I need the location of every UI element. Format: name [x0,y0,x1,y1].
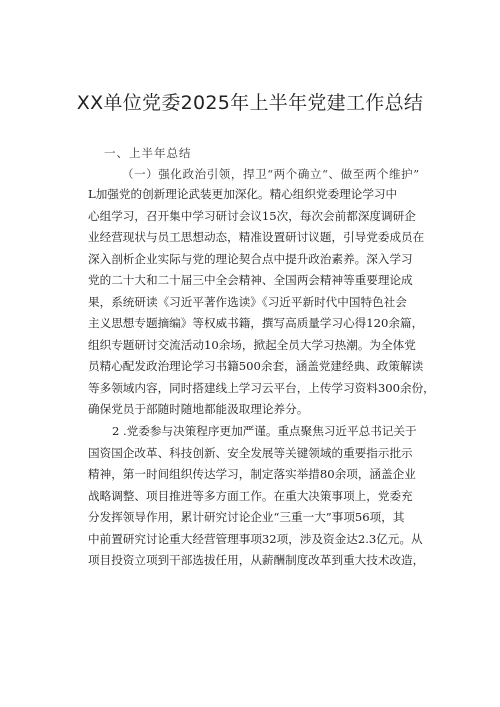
body-line: 等多领域内容，同时搭建线上学习云平台，上传学习资料300余份， [88,380,435,395]
body-line: 项目投资立项到干部选拔任用，从薪酬制度改革到重大技术改造， [88,553,425,568]
body-line: 主义思想专题摘编》等权威书籍，撰写高质量学习心得120余篇， [88,316,424,331]
body-line: 组织专题研讨交流活动10余场，掀起全员大学习热潮。为全体党 [88,337,416,352]
body-line: 国资国企改革、科技创新、安全发展等关键领域的重要指示批示 [88,445,413,460]
section-heading: 一、上半年总结 [104,146,192,160]
body-line: 员精心配发政治理论学习书籍500余套，涵盖党建经典、政策解读 [88,359,424,374]
body-line: 精神，第一时间组织传达学习，制定落实举措80余项，涵盖企业 [88,467,416,482]
body-line: 战略调整、项目推进等多方面工作。在重大决策事项上，党委充 [88,488,413,503]
body-line: 深入剖析企业实际与党的理论契合点中提升政治素养。深入学习 [88,251,413,266]
document-title: XX单位党委2025年上半年党建工作总结 [76,92,424,114]
body-line: 分发挥领导作用，累计研究讨论企业“三重一大”事项56项，其 [88,510,405,525]
body-line: 心组学习，召开集中学习研讨会议15次，每次会前都深度调研企 [88,208,416,223]
body-line: 中前置研究讨论重大经营管理事项32项，涉及资金达2.3亿元。从 [88,531,423,546]
body-text [88,184,440,572]
sub-heading: （一）强化政治引领，捍卫“两个确立“、做至两个维护” [122,167,420,181]
body-line: L加强党的创新理论武装更加深化。精心组织党委理论学习中 [88,187,398,201]
body-line: 果，系统研读《习近平著作选读》《习近平新时代中国特色社会 [88,294,407,309]
body-line: 党的二十大和二十届三中全会精神、全国两会精神等重要理论成 [88,273,413,288]
body-line: 业经营现状与员工思想动态，精准设置研讨议题，引导党委成员在 [88,230,425,245]
body-line: 确保党员于部随时随地都能汲取理论养分。 [88,402,309,417]
body-line: 2 .党委参与决策程序更加严谨。重点聚焦习近平总书记关于 [112,424,417,439]
